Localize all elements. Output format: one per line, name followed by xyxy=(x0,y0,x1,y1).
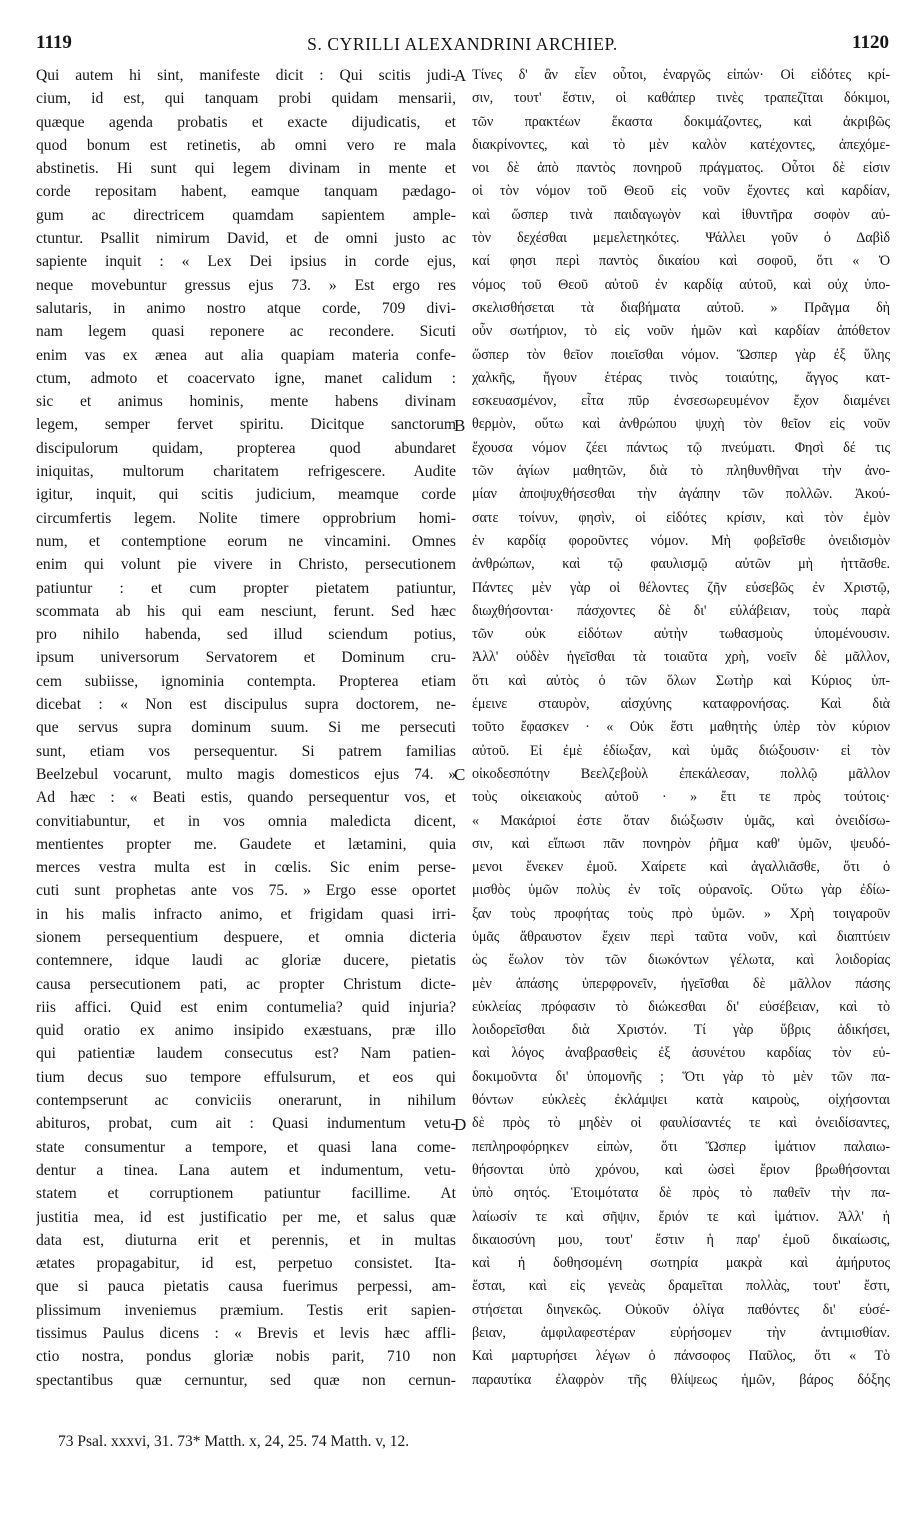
greek-text-line: ὥσπερ τὸν θεῖον ποιεῖσθαι νόμον. Ὥσπερ γὰρ ἐξ ὕλης xyxy=(472,346,890,363)
greek-text-line: λαίωσίν τε καὶ σῆψιν, ἔριόν τε καὶ ἱμάτιον. Ἀλλ' ἡ xyxy=(472,1208,890,1225)
latin-text-line: cuti sunt prophetas ante vos 75. » Ergo esse oportet xyxy=(36,882,456,900)
latin-text-line: justitia mea, id est justificatio per me, et salus quæ xyxy=(36,1208,456,1226)
latin-text-line: que servus supra dominum suum. Si me persecuti xyxy=(36,719,456,737)
latin-text-line: tium decus suo tempore effulsurum, et eos qui xyxy=(36,1068,456,1086)
greek-text-line: σιν, καὶ εἴπωσι πᾶν πονηρὸν ῥῆμα καθ' ὑμῶν, ψευδό- xyxy=(472,835,890,852)
greek-text-line: αὐτοῦ. Εἰ ἐμὲ ἐδίωξαν, καὶ ὑμᾶς διώξουσιν· εἰ τὸν xyxy=(472,742,890,759)
latin-text-line: causa persecutionem pati, ac propter Christum dicte- xyxy=(36,975,456,993)
latin-text-line: quæque agenda probatis et exacte dijudicatis, et xyxy=(36,113,456,131)
greek-text-line: ἔσται, καὶ εἰς γενεὰς δραμεῖται πολλὰς, τουτ' ἔστι, xyxy=(472,1278,890,1295)
latin-text-line: gum ac directricem quamdam sapientem ample- xyxy=(36,206,456,224)
latin-text-line: que si pauca pietatis causa fuerimus perpessi, am- xyxy=(36,1278,456,1296)
latin-text-line: plissimum inveniemus præmium. Testis erit sapien- xyxy=(36,1301,456,1319)
greek-text-line: ὑπὸ σητός. Ἑτοιμότατα δὲ πρὸς τὸ παθεῖν τὴν πα- xyxy=(472,1185,890,1202)
greek-text-line: τῶν πρακτέων ἕκαστα δοκιμάζοντες, καὶ ἀκριβῶς xyxy=(472,113,890,130)
greek-text-line: τοὺς οἰκειακοὺς αὐτοῦ · » ἔτι τε πρὸς τούτοις· xyxy=(472,789,890,806)
latin-text-line: contemnere, idque laudi ac gloriæ ducere, pietatis xyxy=(36,952,456,970)
latin-text-line: iniquitas, multorum charitatem refrigescere. Audite xyxy=(36,463,456,481)
greek-text-line: Πάντες μὲν γὰρ οἱ θέλοντες ζῆν εὐσεβῶς ἐν Χριστῷ, xyxy=(472,579,890,596)
greek-text-line: πεπληροφόρηκεν εἰπὼν, ὅτι Ὥσπερ ἱμάτιον παλαιω- xyxy=(472,1138,890,1155)
latin-text-line: quod bonum est retinetis, ab omni vero re mala xyxy=(36,136,456,154)
latin-text-line: ctuntur. Psallit nimirum David, et de omni justo ac xyxy=(36,230,456,248)
latin-text-line: mentientes propter me. Gaudete et lætamini, quia xyxy=(36,835,456,853)
latin-text-line: qui patientiæ laudem consecutus est? Nam patien- xyxy=(36,1045,456,1063)
latin-text-line: num, et contemptione eorum ne vincamini. Omnes xyxy=(36,532,456,550)
latin-text-line: Qui autem hi sint, manifeste dicit : Qui scitis judi- xyxy=(36,67,456,84)
greek-text-line: διωχθήσονται· πάσχοντες δὲ δι' εὐλάβειαν, τοὺς παρὰ xyxy=(472,602,890,619)
section-marker: B xyxy=(454,415,466,435)
section-marker: D xyxy=(454,1114,467,1134)
latin-text-line: merces vestra multa est in cœlis. Sic enim perse- xyxy=(36,859,456,877)
latin-text-line: spectantibus quæ cernuntur, sed quæ non cernun- xyxy=(36,1371,456,1389)
section-marker: C xyxy=(454,765,466,784)
greek-text-line: καὶ λόγος ἀναβρασθεὶς ἐξ ἀσυνέτου καρδίας τὸν εὐ- xyxy=(472,1045,890,1062)
greek-text-line: χαλκῆς, ἤγουν ἑτέρας τινὸς τοιαύτης, ἄγγος κατ- xyxy=(472,369,890,386)
greek-text-line: εσκευασμένον, εἶτα πῦρ ἐνσεσωρευμένον ἔχον διαμένει xyxy=(472,393,890,410)
greek-text-line: μίαν ἀποψυχθήσεσθαι τὴν ἀγάπην τῶν πολλῶν. Ἀκού- xyxy=(472,486,890,503)
greek-text-line: νόμος τοῦ Θεοῦ αὐτοῦ ἐν καρδίᾳ αὐτοῦ, καὶ οὐχ ὑπο- xyxy=(472,276,890,293)
latin-text-line: abituros, probat, cum ait : Quasi indumentum vetu- xyxy=(36,1115,456,1133)
greek-text-line: καὶ ἡ δοθησομένη σωτηρία μακρὰ καὶ ἀμήρυτος xyxy=(472,1255,890,1272)
greek-text-line: καὶ ὥσπερ τινὰ παιδαγωγὸν καὶ ἰθυντῆρα σοφὸν αὐ- xyxy=(472,206,890,223)
footnotes: 73 Psal. xxxvi, 31. 73* Matth. x, 24, 25. 74 Matth. v, 12. xyxy=(58,1433,410,1450)
latin-text-line: ætates propagabitur, id est, perpetuo consistet. Ita- xyxy=(36,1255,456,1273)
latin-text-line: sapiente inquit : « Lex Dei ipsius in corde ejus, xyxy=(36,253,456,271)
greek-text-line: θερμὸν, οὕτω καὶ ἀνθρώπου ψυχὴ τὸν θεῖον εἰς νοῦν xyxy=(472,416,890,433)
greek-text-line: δοκιμοῦντα δι' ὑπομονῆς ; Ὅτι γὰρ τὸ μὲν τῶν πα- xyxy=(472,1068,890,1085)
page-number-left: 1119 xyxy=(36,32,72,53)
greek-text-line: θήσονται ὑπὸ χρόνου, καὶ ὡσεὶ ἔριον βρωθήσονται xyxy=(472,1161,890,1178)
latin-text-line: legem, semper fervet spiritu. Dicitque sanctorum xyxy=(36,416,456,434)
greek-text-line: Τίνες δ' ἂν εἶεν οὗτοι, ἐναργῶς εἰπών· Οἱ εἰδότες κρί- xyxy=(472,67,890,83)
latin-text-line: enim qui volunt pie vivere in Christo, persecutionem xyxy=(36,556,456,574)
greek-text-line: σιν, τουτ' ἔστιν, οἱ καθάπερ τινὲς τραπεζῖται δόκιμοι, xyxy=(472,90,890,107)
greek-text-line: τοῦτο ἔφασκεν · « Οὐκ ἔστι μαθητὴς ὑπὲρ τὸν κύριον xyxy=(472,719,890,736)
greek-text-line: βειαν, ἀμφιλαφεστέραν εὑρήσομεν τὴν ἀντιμισθίαν. xyxy=(472,1325,890,1342)
greek-text-line: « Μακάριοί ἐστε ὅταν διώξωσιν ὑμᾶς, καὶ ὀνειδίσω- xyxy=(472,812,890,829)
latin-text-line: discipulorum quidam, propterea quod abundaret xyxy=(36,439,456,457)
latin-text-line: ctum, admoto et coacervato igne, manet calidum : xyxy=(36,369,456,387)
greek-text-line: τῶν ἁγίων μαθητῶν, διὰ τὸ πληθυνθῆναι τὴν ἀνο- xyxy=(472,463,890,480)
greek-text-line: μὲν ἁπάσης ὑπερφρονεῖν, ἡγεῖσθαι δὲ μᾶλλον πάσης xyxy=(472,975,890,992)
latin-text-line: state consumentur a tempore, et quasi lana come- xyxy=(36,1138,456,1156)
latin-text-line: neque movebuntur gressus ejus 73. » Est ergo res xyxy=(36,276,456,294)
greek-text-line: δικαιοσύνη μου, τουτ' ἔστιν ἡ παρ' ἐμοῦ δικαίωσις, xyxy=(472,1231,890,1248)
latin-text-line: Beelzebul vocarunt, multo magis domesticos ejus 74. » xyxy=(36,765,456,783)
greek-text-line: στήσεται διηνεκῶς. Οὐκοῦν ὀλίγα παθόντες δι' εὐσέ- xyxy=(472,1301,890,1318)
latin-text-line: sionem persequentium despuere, et omnia dicteria xyxy=(36,928,456,946)
greek-text-line: ξαν τοὺς προφήτας τοὺς πρὸ ὑμῶν. » Χρὴ τοιγαροῦν xyxy=(472,905,890,922)
greek-text-line: νοι δὲ ἀπὸ παντὸς πονηροῦ πράγματος. Οὗτοι δὲ εἰσιν xyxy=(472,160,890,177)
page-header xyxy=(36,32,889,56)
greek-text-line: μενοι ἕνεκεν ἐμοῦ. Χαίρετε καὶ ἀγαλλιᾶσθε, ὅτι ὁ xyxy=(472,859,890,876)
latin-text-line: scommata ab his qui eam nesciunt, ferunt. Sed hæc xyxy=(36,602,456,620)
greek-column xyxy=(472,64,890,1392)
latin-text-line: corde repositam habent, eamque tanquam pædago- xyxy=(36,183,456,201)
latin-text-line: circumfertis legem. Nolite timere opprobrium homi- xyxy=(36,509,456,527)
greek-text-line: θόντων εὐκλεὲς ἐκλάμψει κατὰ καιροὺς, οἰχήσονται xyxy=(472,1092,890,1109)
latin-text-line: sunt, etiam vos persequentur. Si patrem familias xyxy=(36,742,456,760)
latin-text-line: dentur a tinea. Lana autem et indumentum, vetu- xyxy=(36,1161,456,1179)
greek-text-line: οἰκοδεσπότην Βεελζεβοὺλ ἐπεκάλεσαν, πολλῷ μᾶλλον xyxy=(472,765,890,782)
greek-text-line: οὖν σωτήριον, τὸ εἰς νοῦν ἡμῶν καὶ καρδίαν ἀπόθετον xyxy=(472,323,890,340)
greek-text-line: ἀνθρώπων, καὶ τῷ φαυλισμῷ αὐτῶν μὴ ἡττᾶσθε. xyxy=(472,556,890,573)
latin-text-line: igitur, inquit, qui scitis judicium, meamque corde xyxy=(36,486,456,504)
page-number-right: 1120 xyxy=(852,32,889,53)
greek-text-line: ὡς ἕωλον τὸν τῶν διωκόντων γέλωτα, καὶ λοιδορίας xyxy=(472,952,890,969)
greek-text-line: καί φησι περὶ παντὸς δικαίου καὶ σοφοῦ, ὅτι « Ὁ xyxy=(472,253,890,270)
latin-text-line: tissimus Paulus dicens : « Brevis et levis hæc affli- xyxy=(36,1325,456,1343)
latin-text-line: cem subiisse, ignominia contempta. Propterea etiam xyxy=(36,672,456,690)
greek-text-line: διακρίνοντες, καὶ τὸ μὲν καλὸν κατέχοντες, ἀπεχόμε- xyxy=(472,136,890,153)
greek-text-line: ἔχουσα νόμον ζέει πάντως τῷ πνεύματι. Φησὶ δέ τις xyxy=(472,439,890,456)
latin-text-line: riis affici. Quid est enim contumelia? quid injuria? xyxy=(36,998,456,1016)
greek-text-line: ἐν καρδίᾳ φοροῦντες νόμον. Μὴ φοβεῖσθε ὀνειδισμὸν xyxy=(472,532,890,549)
greek-text-line: τῶν οὐκ εἰδότων αὐτὴν τωθασμοὺς ὑπομένουσιν. xyxy=(472,626,890,643)
latin-text-line: in his malis infracto animo, et frigidam quasi irri- xyxy=(36,905,456,923)
latin-text-line: abstinetis. Hi sunt qui legem divinam in mente et xyxy=(36,160,456,178)
greek-text-line: έμεινε σταυρὸν, αἰσχύνης καταφρονήσας. Καὶ διὰ xyxy=(472,696,890,713)
latin-column xyxy=(36,64,456,1392)
greek-text-line: οἱ τὸν νόμον τοῦ Θεοῦ εἰς νοῦν ἔχοντες καὶ καρδίαν, xyxy=(472,183,890,200)
latin-text-line: salutaris, in animo nostro atque corde, 709 divi- xyxy=(36,299,456,317)
latin-text-line: patiuntur : et cum propter pietatem patiuntur, xyxy=(36,579,456,597)
greek-text-line: Ἀλλ' οὐδὲν ἡγεῖσθαι τὰ τοιαῦτα χρὴ, νοεῖν δὲ μᾶλλον, xyxy=(472,649,890,666)
latin-text-line: dicebat : « Non est discipulus supra doctorem, ne- xyxy=(36,696,456,714)
latin-text-line: convitiabuntur, et in vos omnia maledicta dicent, xyxy=(36,812,456,830)
latin-text-line: ctio nostra, pondus gloriæ nobis parit, 710 non xyxy=(36,1348,456,1366)
greek-text-line: Καὶ μαρτυρήσει λέγων ὁ πάνσοφος Παῦλος, ὅτι « Τὸ xyxy=(472,1348,890,1365)
section-marker: A xyxy=(454,66,467,85)
greek-text-line: δὲ πρὸς τὸ μηδὲν οἱ φαυλίσαντές τε καὶ ὀνειδίσαντες, xyxy=(472,1115,890,1132)
greek-text-line: σκελισθήσεται τὰ διαβήματα αὐτοῦ. » Πρᾶγμα δὴ xyxy=(472,299,890,316)
greek-text-line: παραυτίκα ἐλαφρὸν τῆς θλίψεως ἡμῶν, βάρος δόξης xyxy=(472,1371,890,1388)
running-title: S. CYRILLI ALEXANDRINI ARCHIEP. xyxy=(307,34,618,54)
latin-text-line: statem et corruptionem patiuntur facillime. At xyxy=(36,1185,456,1203)
greek-text-line: τὸν δεχέσθαι μεμελετηκότες. Ψάλλει γοῦν ὁ Δαβὶδ xyxy=(472,230,890,247)
greek-text-line: λοιδορεῖσθαι διὰ Χριστόν. Τί γὰρ ὕβρις ἀδικήσει, xyxy=(472,1022,890,1039)
latin-text-line: cium, id est, qui tanquam probi quidam mensarii, xyxy=(36,90,456,108)
latin-text-line: enim vas ex ænea aut alia quapiam materia confe- xyxy=(36,346,456,364)
latin-text-line: data est, diuturna erit et perennis, et in multas xyxy=(36,1231,456,1249)
latin-text-line: quid oratio ex animo insipido exæstuans, præ illo xyxy=(36,1022,456,1040)
greek-text-line: ὅτι καὶ αὐτὸς ὁ τῶν ὅλων Σωτὴρ καὶ Κύριος ὑπ- xyxy=(472,672,890,689)
greek-text-line: μισθὸς ὑμῶν πολὺς ἐν τοῖς οὐρανοῖς. Οὕτω γὰρ ἐδίω- xyxy=(472,882,890,899)
latin-text-line: nam legem quasi reponere ac recondere. Sicuti xyxy=(36,323,456,341)
greek-text-line: σατε τοίνυν, φησὶν, οἱ εἰδότες κρίσιν, καὶ τὸν ἐμὸν xyxy=(472,509,890,526)
latin-text-line: sic et animus hominis, mente habens divinam xyxy=(36,393,456,411)
latin-text-line: contempserunt ac conviciis onerarunt, in nihilum xyxy=(36,1092,456,1110)
latin-text-line: Ad hæc : « Beati estis, quando persequentur vos, et xyxy=(36,789,456,807)
greek-text-line: ὑμᾶς ἄθραυστον ἔχειν περὶ ταῦτα νοῦν, καὶ διαπτύειν xyxy=(472,928,890,945)
latin-text-line: pro nihilo habenda, sed illud sciendum potius, xyxy=(36,626,456,644)
latin-text-line: ipsum universorum Servatorem et Dominum cru- xyxy=(36,649,456,667)
greek-text-line: εὐκλείας πρόφασιν τὸ διώκεσθαι δι' εὐσέβειαν, καὶ τὸ xyxy=(472,998,890,1015)
